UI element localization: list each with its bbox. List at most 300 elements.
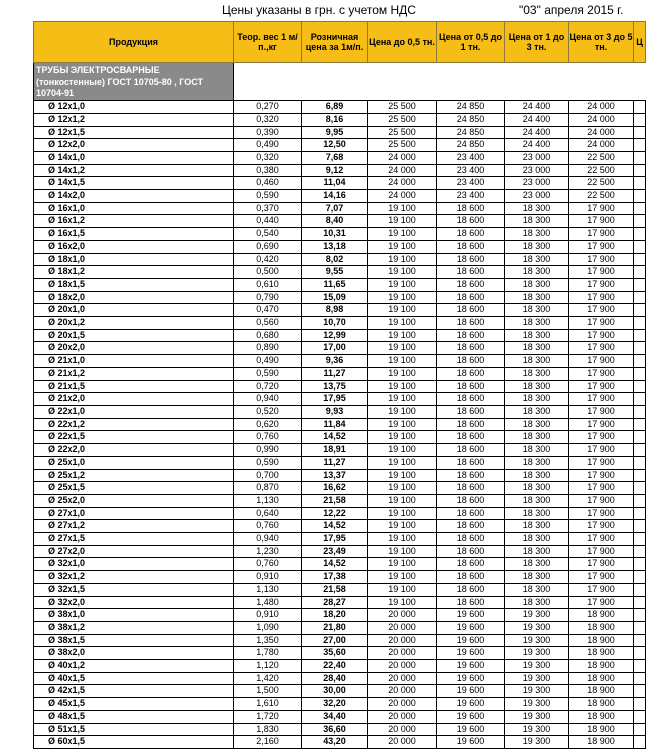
price-cell: 22,40 xyxy=(302,660,368,673)
price-cell: 19 600 xyxy=(437,621,505,634)
price-cell: 14,52 xyxy=(302,520,368,533)
price-cell: 17 900 xyxy=(569,329,634,342)
section-title: ТРУБЫ ЭЛЕКТРОСВАРНЫЕ (тонкостенные) ГОСТ 10705-80 , ГОСТ 10704-91 xyxy=(34,63,234,101)
truncated-cell xyxy=(634,698,646,711)
price-cell: 19 300 xyxy=(505,685,569,698)
vat-note: Цены указаны в грн. с учетом НДС xyxy=(222,3,416,17)
product-name: Ø 16х1,0 xyxy=(34,202,234,215)
price-cell: 19 100 xyxy=(368,469,437,482)
table-row xyxy=(34,380,646,393)
truncated-cell xyxy=(634,672,646,685)
price-cell: 19 100 xyxy=(368,533,437,546)
table-row xyxy=(34,431,646,444)
product-name: Ø 16х2,0 xyxy=(34,240,234,253)
price-cell: 28,27 xyxy=(302,596,368,609)
price-cell: 19 100 xyxy=(368,494,437,507)
truncated-cell xyxy=(634,113,646,126)
price-cell: 0,590 xyxy=(234,190,302,203)
price-table xyxy=(33,21,646,749)
price-cell: 18 600 xyxy=(437,278,505,291)
price-cell: 0,890 xyxy=(234,342,302,355)
price-cell: 19 600 xyxy=(437,685,505,698)
product-name: Ø 25х1,2 xyxy=(34,469,234,482)
price-cell: 11,84 xyxy=(302,418,368,431)
price-cell: 1,500 xyxy=(234,685,302,698)
price-cell: 20 000 xyxy=(368,698,437,711)
truncated-cell xyxy=(634,723,646,736)
price-cell: 17 900 xyxy=(569,291,634,304)
table-row xyxy=(34,660,646,673)
truncated-cell xyxy=(634,253,646,266)
price-cell: 24 400 xyxy=(505,139,569,152)
price-cell: 19 100 xyxy=(368,507,437,520)
table-row xyxy=(34,215,646,228)
product-name: Ø 14х1,5 xyxy=(34,177,234,190)
price-cell: 23 400 xyxy=(437,177,505,190)
price-cell: 18 600 xyxy=(437,355,505,368)
price-cell: 20 000 xyxy=(368,634,437,647)
price-cell: 0,940 xyxy=(234,533,302,546)
price-cell: 1,230 xyxy=(234,545,302,558)
truncated-cell xyxy=(634,444,646,457)
product-name: Ø 32х1,0 xyxy=(34,558,234,571)
product-name: Ø 14х2,0 xyxy=(34,190,234,203)
price-cell: 18 600 xyxy=(437,202,505,215)
truncated-cell xyxy=(634,304,646,317)
price-cell: 1,780 xyxy=(234,647,302,660)
price-cell: 0,320 xyxy=(234,113,302,126)
price-cell: 17 900 xyxy=(569,571,634,584)
price-cell: 20 000 xyxy=(368,736,437,749)
price-cell: 0,560 xyxy=(234,317,302,330)
price-cell: 25 500 xyxy=(368,101,437,114)
product-name: Ø 22х1,0 xyxy=(34,405,234,418)
price-cell: 9,95 xyxy=(302,126,368,139)
price-date: "03" апреля 2015 г. xyxy=(519,3,624,17)
price-cell: 18 600 xyxy=(437,266,505,279)
price-cell: 19 100 xyxy=(368,228,437,241)
price-cell: 17 900 xyxy=(569,355,634,368)
price-cell: 18 600 xyxy=(437,317,505,330)
price-cell: 17 900 xyxy=(569,266,634,279)
price-cell: 18 300 xyxy=(505,215,569,228)
truncated-cell xyxy=(634,596,646,609)
price-cell: 24 850 xyxy=(437,101,505,114)
price-cell: 19 100 xyxy=(368,304,437,317)
price-cell: 1,130 xyxy=(234,583,302,596)
price-cell: 27,00 xyxy=(302,634,368,647)
price-cell: 18 600 xyxy=(437,418,505,431)
price-cell: 19 300 xyxy=(505,723,569,736)
price-cell: 18,91 xyxy=(302,444,368,457)
truncated-cell xyxy=(634,266,646,279)
price-cell: 18 600 xyxy=(437,405,505,418)
table-row xyxy=(34,533,646,546)
price-cell: 19 100 xyxy=(368,418,437,431)
price-cell: 19 100 xyxy=(368,482,437,495)
price-cell: 19 100 xyxy=(368,520,437,533)
price-cell: 1,420 xyxy=(234,672,302,685)
price-cell: 9,93 xyxy=(302,405,368,418)
price-cell: 18 900 xyxy=(569,672,634,685)
price-cell: 19 100 xyxy=(368,215,437,228)
table-row xyxy=(34,126,646,139)
price-cell: 17 900 xyxy=(569,545,634,558)
price-cell: 18 600 xyxy=(437,304,505,317)
product-name: Ø 21х1,0 xyxy=(34,355,234,368)
price-cell: 24 000 xyxy=(368,164,437,177)
table-row xyxy=(34,202,646,215)
price-cell: 24 400 xyxy=(505,113,569,126)
price-cell: 18 600 xyxy=(437,215,505,228)
price-cell: 1,830 xyxy=(234,723,302,736)
product-name: Ø 32х1,5 xyxy=(34,583,234,596)
truncated-cell xyxy=(634,558,646,571)
price-cell: 17 900 xyxy=(569,583,634,596)
truncated-cell xyxy=(634,317,646,330)
price-cell: 18 900 xyxy=(569,723,634,736)
price-cell: 19 100 xyxy=(368,558,437,571)
table-row xyxy=(34,507,646,520)
price-cell: 0,590 xyxy=(234,456,302,469)
price-cell: 0,380 xyxy=(234,164,302,177)
price-cell: 23 400 xyxy=(437,190,505,203)
truncated-cell xyxy=(634,634,646,647)
truncated-cell xyxy=(634,190,646,203)
price-cell: 20 000 xyxy=(368,660,437,673)
product-name: Ø 38х1,0 xyxy=(34,609,234,622)
product-name: Ø 21х1,5 xyxy=(34,380,234,393)
table-row xyxy=(34,367,646,380)
table-row xyxy=(34,304,646,317)
price-cell: 21,58 xyxy=(302,583,368,596)
price-cell: 36,60 xyxy=(302,723,368,736)
price-cell: 17 900 xyxy=(569,558,634,571)
column-header: Цена от 0,5 до 1 тн. xyxy=(437,22,505,63)
product-name: Ø 40х1,2 xyxy=(34,660,234,673)
price-cell: 18 600 xyxy=(437,367,505,380)
truncated-cell xyxy=(634,367,646,380)
product-name: Ø 22х1,2 xyxy=(34,418,234,431)
price-cell: 18 300 xyxy=(505,202,569,215)
product-name: Ø 32х2,0 xyxy=(34,596,234,609)
price-cell: 19 100 xyxy=(368,253,437,266)
price-cell: 17,95 xyxy=(302,393,368,406)
truncated-cell xyxy=(634,215,646,228)
price-cell: 8,98 xyxy=(302,304,368,317)
price-cell: 0,420 xyxy=(234,253,302,266)
column-header: Цена до 0,5 тн. xyxy=(368,22,437,63)
price-cell: 24 400 xyxy=(505,101,569,114)
price-cell: 8,16 xyxy=(302,113,368,126)
product-name: Ø 14х1,0 xyxy=(34,151,234,164)
product-name: Ø 16х1,5 xyxy=(34,228,234,241)
truncated-cell xyxy=(634,202,646,215)
price-cell: 17 900 xyxy=(569,507,634,520)
price-cell: 10,31 xyxy=(302,228,368,241)
product-name: Ø 60х1,5 xyxy=(34,736,234,749)
price-cell: 35,60 xyxy=(302,647,368,660)
price-cell: 20 000 xyxy=(368,685,437,698)
price-cell: 24 850 xyxy=(437,126,505,139)
price-cell: 18 600 xyxy=(437,482,505,495)
price-cell: 23,49 xyxy=(302,545,368,558)
price-cell: 10,70 xyxy=(302,317,368,330)
price-cell: 18 600 xyxy=(437,380,505,393)
truncated-cell xyxy=(634,583,646,596)
price-cell: 25 500 xyxy=(368,126,437,139)
price-cell: 1,350 xyxy=(234,634,302,647)
price-cell: 11,27 xyxy=(302,456,368,469)
price-cell: 19 600 xyxy=(437,660,505,673)
price-cell: 24 000 xyxy=(368,190,437,203)
product-name: Ø 32х1,2 xyxy=(34,571,234,584)
product-name: Ø 27х1,2 xyxy=(34,520,234,533)
table-row xyxy=(34,672,646,685)
price-cell: 18 600 xyxy=(437,469,505,482)
product-name: Ø 27х1,0 xyxy=(34,507,234,520)
price-cell: 18 900 xyxy=(569,660,634,673)
price-cell: 0,460 xyxy=(234,177,302,190)
product-name: Ø 20х2,0 xyxy=(34,342,234,355)
table-row xyxy=(34,698,646,711)
price-cell: 18 300 xyxy=(505,405,569,418)
price-cell: 19 300 xyxy=(505,621,569,634)
price-cell: 19 300 xyxy=(505,698,569,711)
table-row xyxy=(34,583,646,596)
product-name: Ø 27х2,0 xyxy=(34,545,234,558)
price-cell: 18 600 xyxy=(437,431,505,444)
truncated-cell xyxy=(634,520,646,533)
price-cell: 24 000 xyxy=(569,126,634,139)
product-name: Ø 16х1,2 xyxy=(34,215,234,228)
price-cell: 18 300 xyxy=(505,444,569,457)
price-cell: 0,910 xyxy=(234,609,302,622)
table-row xyxy=(34,494,646,507)
price-cell: 23 400 xyxy=(437,151,505,164)
truncated-cell xyxy=(634,736,646,749)
product-name: Ø 25х1,0 xyxy=(34,456,234,469)
price-cell: 17 900 xyxy=(569,367,634,380)
price-cell: 34,40 xyxy=(302,710,368,723)
price-cell: 22 500 xyxy=(569,164,634,177)
price-cell: 18 300 xyxy=(505,342,569,355)
price-cell: 19 100 xyxy=(368,583,437,596)
truncated-cell xyxy=(634,685,646,698)
price-cell: 7,68 xyxy=(302,151,368,164)
price-cell: 6,89 xyxy=(302,101,368,114)
price-cell: 16,62 xyxy=(302,482,368,495)
price-cell: 18 900 xyxy=(569,621,634,634)
product-name: Ø 12х1,5 xyxy=(34,126,234,139)
price-cell: 0,680 xyxy=(234,329,302,342)
table-row xyxy=(34,634,646,647)
table-row xyxy=(34,482,646,495)
product-name: Ø 20х1,0 xyxy=(34,304,234,317)
truncated-cell xyxy=(634,126,646,139)
section-row xyxy=(34,63,646,101)
price-cell: 30,00 xyxy=(302,685,368,698)
price-cell: 24 000 xyxy=(368,151,437,164)
table-row xyxy=(34,317,646,330)
table-row xyxy=(34,520,646,533)
price-cell: 11,04 xyxy=(302,177,368,190)
price-cell: 19 100 xyxy=(368,291,437,304)
truncated-cell xyxy=(634,393,646,406)
price-cell: 18 300 xyxy=(505,393,569,406)
price-cell: 9,36 xyxy=(302,355,368,368)
price-cell: 18 600 xyxy=(437,583,505,596)
price-cell: 19 100 xyxy=(368,266,437,279)
price-cell: 19 300 xyxy=(505,647,569,660)
product-name: Ø 38х2,0 xyxy=(34,647,234,660)
price-cell: 0,520 xyxy=(234,405,302,418)
price-cell: 13,18 xyxy=(302,240,368,253)
price-cell: 18 600 xyxy=(437,253,505,266)
price-cell: 0,940 xyxy=(234,393,302,406)
price-cell: 19 100 xyxy=(368,240,437,253)
product-name: Ø 38х1,5 xyxy=(34,634,234,647)
price-cell: 24 400 xyxy=(505,126,569,139)
truncated-cell xyxy=(634,228,646,241)
price-cell: 0,640 xyxy=(234,507,302,520)
price-cell: 17 900 xyxy=(569,253,634,266)
truncated-cell xyxy=(634,164,646,177)
product-name: Ø 25х2,0 xyxy=(34,494,234,507)
truncated-cell xyxy=(634,482,646,495)
price-cell: 23 000 xyxy=(505,151,569,164)
price-cell: 9,55 xyxy=(302,266,368,279)
price-cell: 1,720 xyxy=(234,710,302,723)
price-cell: 19 600 xyxy=(437,698,505,711)
price-cell: 18,20 xyxy=(302,609,368,622)
price-cell: 17 900 xyxy=(569,469,634,482)
price-cell: 9,12 xyxy=(302,164,368,177)
price-cell: 21,80 xyxy=(302,621,368,634)
price-cell: 0,910 xyxy=(234,571,302,584)
price-cell: 0,390 xyxy=(234,126,302,139)
price-cell: 15,09 xyxy=(302,291,368,304)
price-cell: 19 100 xyxy=(368,278,437,291)
price-cell: 18 600 xyxy=(437,240,505,253)
price-cell: 17 900 xyxy=(569,202,634,215)
product-name: Ø 38х1,2 xyxy=(34,621,234,634)
product-name: Ø 18х1,5 xyxy=(34,278,234,291)
truncated-cell xyxy=(634,418,646,431)
price-cell: 17 900 xyxy=(569,317,634,330)
price-cell: 14,52 xyxy=(302,558,368,571)
price-cell: 19 100 xyxy=(368,545,437,558)
price-cell: 18 300 xyxy=(505,507,569,520)
price-cell: 0,990 xyxy=(234,444,302,457)
price-cell: 17 900 xyxy=(569,431,634,444)
price-cell: 0,790 xyxy=(234,291,302,304)
price-cell: 17,38 xyxy=(302,571,368,584)
price-cell: 19 300 xyxy=(505,634,569,647)
truncated-cell xyxy=(634,609,646,622)
price-cell: 19 600 xyxy=(437,723,505,736)
price-cell: 8,02 xyxy=(302,253,368,266)
price-cell: 17 900 xyxy=(569,482,634,495)
price-cell: 13,75 xyxy=(302,380,368,393)
price-cell: 19 600 xyxy=(437,609,505,622)
price-cell: 18 900 xyxy=(569,609,634,622)
truncated-cell xyxy=(634,405,646,418)
truncated-cell xyxy=(634,710,646,723)
product-name: Ø 14х1,2 xyxy=(34,164,234,177)
column-header: Продукция xyxy=(34,22,234,63)
table-row xyxy=(34,736,646,749)
price-cell: 24 000 xyxy=(569,113,634,126)
price-cell: 17 900 xyxy=(569,533,634,546)
price-cell: 19 300 xyxy=(505,660,569,673)
price-cell: 22 500 xyxy=(569,151,634,164)
column-header: Ц xyxy=(634,22,646,63)
price-cell: 17 900 xyxy=(569,215,634,228)
price-cell: 18 300 xyxy=(505,558,569,571)
truncated-cell xyxy=(634,533,646,546)
price-cell: 0,610 xyxy=(234,278,302,291)
price-cell: 19 100 xyxy=(368,393,437,406)
top-line xyxy=(0,0,638,20)
table-row xyxy=(34,266,646,279)
price-cell: 17 900 xyxy=(569,380,634,393)
price-cell: 19 100 xyxy=(368,444,437,457)
price-cell: 0,760 xyxy=(234,431,302,444)
table-row xyxy=(34,291,646,304)
product-name: Ø 12х1,2 xyxy=(34,113,234,126)
price-cell: 19 600 xyxy=(437,634,505,647)
truncated-cell xyxy=(634,571,646,584)
truncated-cell xyxy=(634,329,646,342)
price-cell: 18 600 xyxy=(437,291,505,304)
table-row xyxy=(34,278,646,291)
table-row xyxy=(34,469,646,482)
price-cell: 24 850 xyxy=(437,113,505,126)
price-cell: 1,120 xyxy=(234,660,302,673)
price-cell: 19 100 xyxy=(368,380,437,393)
price-cell: 19 100 xyxy=(368,329,437,342)
price-cell: 23 000 xyxy=(505,164,569,177)
price-cell: 0,700 xyxy=(234,469,302,482)
price-cell: 18 600 xyxy=(437,507,505,520)
price-cell: 17 900 xyxy=(569,228,634,241)
table-row xyxy=(34,342,646,355)
price-cell: 2,160 xyxy=(234,736,302,749)
product-name: Ø 20х1,2 xyxy=(34,317,234,330)
truncated-cell xyxy=(634,380,646,393)
table-row xyxy=(34,190,646,203)
price-cell: 18 600 xyxy=(437,444,505,457)
price-cell: 0,540 xyxy=(234,228,302,241)
table-row xyxy=(34,621,646,634)
truncated-cell xyxy=(634,291,646,304)
price-cell: 0,490 xyxy=(234,355,302,368)
product-name: Ø 22х2,0 xyxy=(34,444,234,457)
price-cell: 24 000 xyxy=(569,101,634,114)
price-cell: 18 600 xyxy=(437,596,505,609)
price-cell: 1,480 xyxy=(234,596,302,609)
price-cell: 18 300 xyxy=(505,304,569,317)
price-cell: 24 850 xyxy=(437,139,505,152)
price-cell: 17,00 xyxy=(302,342,368,355)
price-cell: 22 500 xyxy=(569,177,634,190)
price-cell: 0,270 xyxy=(234,101,302,114)
price-cell: 18 600 xyxy=(437,456,505,469)
price-cell: 19 100 xyxy=(368,202,437,215)
price-cell: 18 300 xyxy=(505,253,569,266)
price-cell: 17 900 xyxy=(569,342,634,355)
